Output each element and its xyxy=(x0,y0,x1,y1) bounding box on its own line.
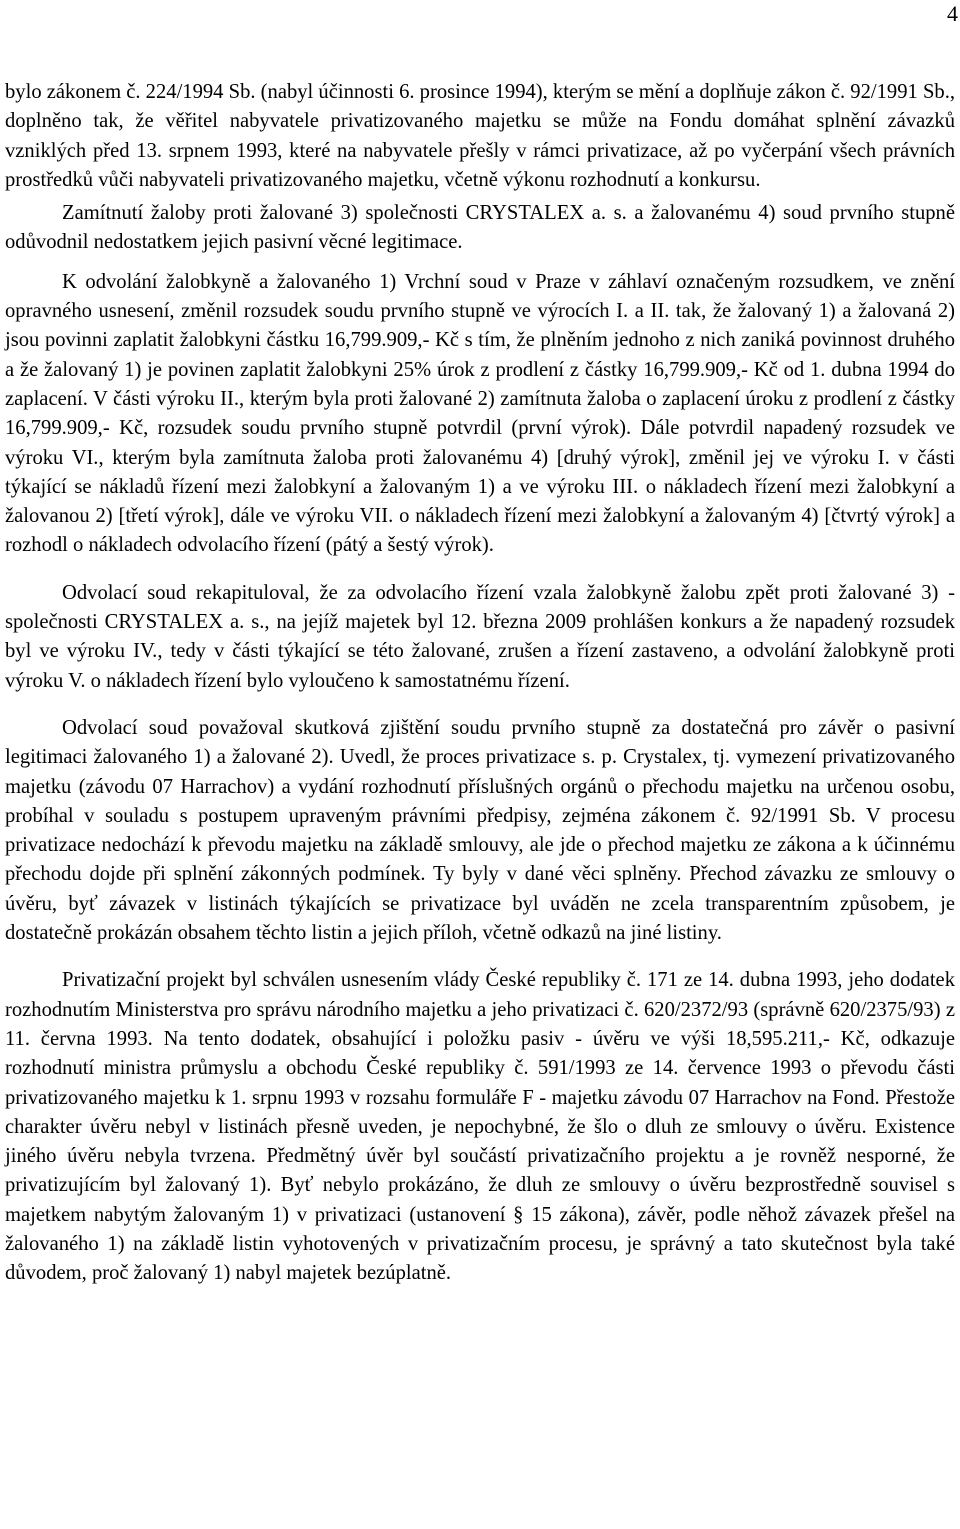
page-number: 4 xyxy=(947,1,958,26)
paragraph-4: Odvolací soud rekapituloval, že za odvolacího řízení vzala žalobkyně žalobu zpět proti žalované 3) - společnosti CRYSTALEX a. s., na jejíž majetek byl 12. března 2009 prohlášen konkurs a že napadený rozsudek byl ve výroku IV., tedy v části týkající se této žalované, zrušen a řízení zastaveno, a odvolání žalobkyně proti výroku V. o nákladech řízení bylo vyloučeno k samostatnému řízení. xyxy=(5,581,955,692)
paragraph-1: bylo zákonem č. 224/1994 Sb. (nabyl účinnosti 6. prosince 1994), kterým se mění a doplňuje zákon č. 92/1991 Sb., doplněno tak, že věřitel nabyvatele privatizovaného majetku se může na Fondu domáhat splnění závazků vzniklých před 13. srpnem 1993, které na nabyvatele přešly v rámci privatizace, až po vyčerpání všech právních prostředků vůči nabyvateli privatizovaného majetku, včetně výkonu rozhodnutí a konkursu. xyxy=(5,81,956,191)
paragraph-5: Odvolací soud považoval skutková zjištění soudu prvního stupně za dostatečná pro závěr o pasivní legitimaci žalovaného 1) a žalované 2). Uvedl, že proces privatizace s. p. Crystalex, tj. vymezení privatizovaného majetku (závodu 07 Harrachov) a vydání rozhodnutí příslušných orgánů o přechodu majetku na určenou osobu, probíhal v souladu s postupem upraveným právními předpisy, zejména zákonem č. 92/1991 Sb. V procesu privatizace nedochází k převodu majetku na základě smlouvy, ale jde o přechod majetku ze zákona a k účinnému přechodu dojde při splnění zákonných podmínek. Ty byly v dané věci splněny. Přechod závazku ze smlouvy o úvěru, byť závazek v listinách týkajících se privatizace byl uváděn ne zcela transparentním způsobem, je dostatečně prokázán obsahem těchto listin a jejich příloh, včetně odkazů na jiné listiny. xyxy=(5,716,955,945)
paragraph-3: K odvolání žalobkyně a žalovaného 1) Vrchní soud v Praze v záhlaví označeným rozsudkem, ve znění opravného usnesení, změnil rozsudek soudu prvního stupně ve výrocích I. a II. tak, že žalovaný 1) a žalovaná 2) jsou povinni zaplatit žalobkyni částku 16,799.909,- Kč s tím, že plněním jednoho z nich zaniká povinnost druhého a že žalovaný 1) je povinen zaplatit žalobkyni 25% úrok z prodlení z částky 16,799.909,- Kč od 1. dubna 1994 do zaplacení. V části výroku II., kterým byla proti žalované 2) zamítnuta žaloba o zaplacení úroku z prodlení z částky 16,799.909,- Kč, rozsudek soudu prvního stupně potvrdil (první výrok). Dále potvrdil napadený rozsudek ve výroku VI., kterým byla zamítnuta žaloba proti žalovanému 4) [druhý výrok], změnil jej ve výroku I. v části týkající se nákladů řízení mezi žalobkyní a žalovaným 1) a ve výroku III. o nákladech řízení mezi žalobkyní a žalovanou 2) [třetí výrok], dále ve výroku VII. o nákladech řízení mezi žalobkyní a žalovaným 4) [čtvrtý výrok] a rozhodl o nákladech odvolacího řízení (pátý a šestý výrok). xyxy=(5,270,955,557)
paragraph-2: Zamítnutí žaloby proti žalované 3) společnosti CRYSTALEX a. s. a žalovanému 4) soud prvního stupně odůvodnil nedostatkem jejich pasivní věcné legitimace. xyxy=(5,202,955,254)
paragraph-6: Privatizační projekt byl schválen usnesením vlády České republiky č. 171 ze 14. dubna 1993, jeho dodatek rozhodnutím Ministerstva pro správu národního majetku a jeho privatizaci č. 620/2372/93 (správně 620/2375/93) z 11. června 1993. Na tento dodatek, obsahující i položku pasiv - úvěru ve výši 18,595.211,- Kč, odkazuje rozhodnutí ministra průmyslu a obchodu České republiky č. 591/1993 ze 14. července 1993 o převodu části privatizovaného majetku k 1. srpnu 1993 v rozsahu formuláře F - majetku závodu 07 Harrachov na Fond. Přestože charakter úvěru nebyl v listinách přesně uveden, je nepochybné, že šlo o dluh ze smlouvy o úvěru. Existence jiného úvěru nebyla tvrzena. Předmětný úvěr byl součástí privatizačního projektu a je rovněž nesporné, že privatizujícím byl žalovaný 1). Byť nebylo prokázáno, že dluh ze smlouvy o úvěru bezprostředně souvisel s majetkem nabytým žalovaným 1) v privatizaci (ustanovení § 15 zákona), závěr, podle něhož závazek přešel na žalovaného 1) na základě listin vyhotovených v privatizačním procesu, je správný a tato skutečnost byla také důvodem, proč žalovaný 1) nabyl majetek bezúplatně. xyxy=(5,969,955,1285)
document-body xyxy=(5,78,955,1289)
